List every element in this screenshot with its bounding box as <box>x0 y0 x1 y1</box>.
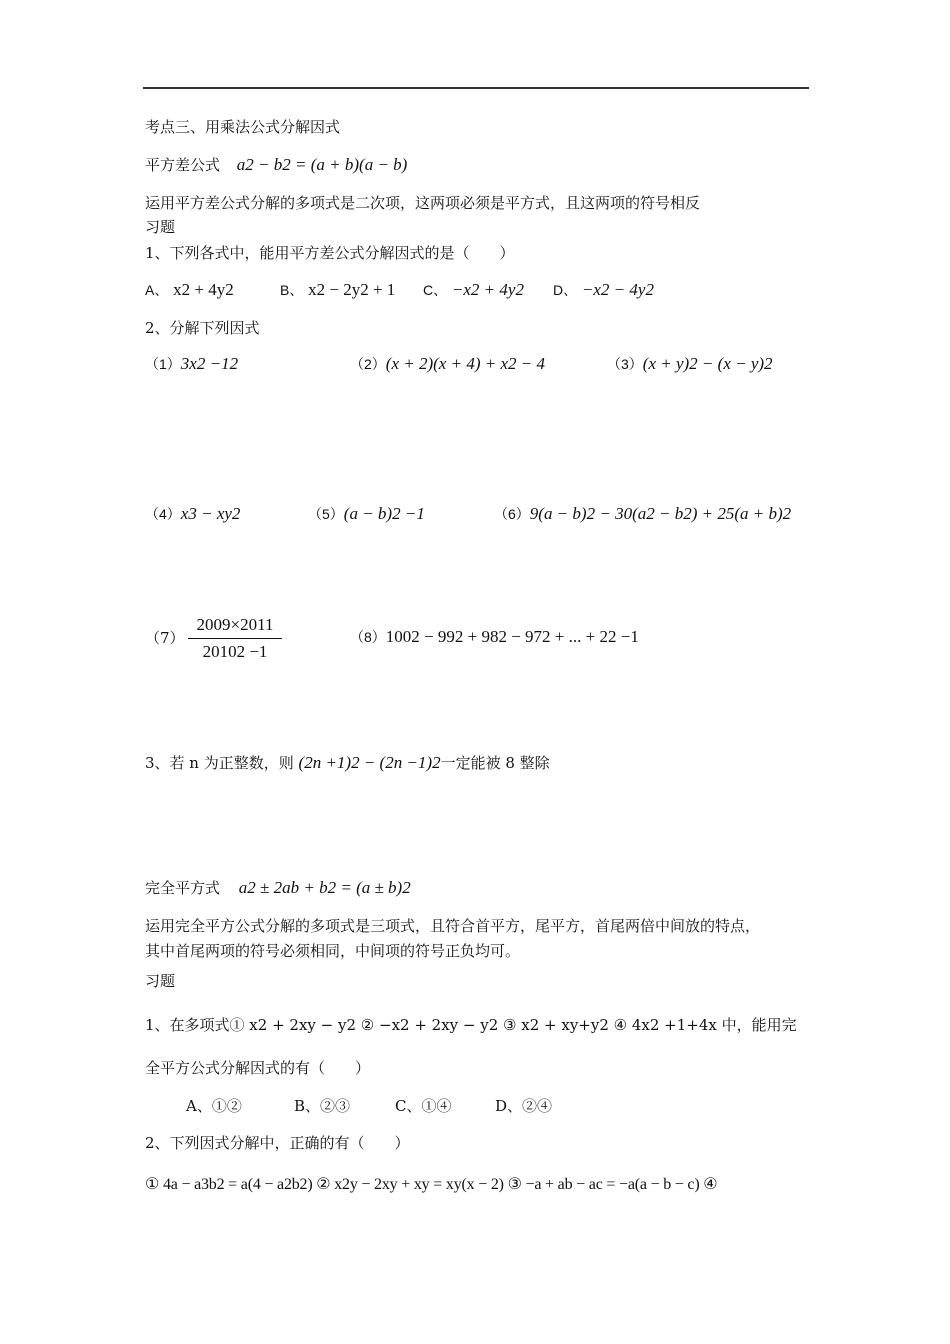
fraction-numerator: 2009×2011 <box>196 615 274 634</box>
item-6: （6）9(a − b)2 − 30(a2 − b2) + 25(a + b)2 <box>494 504 792 523</box>
method-note: 运用平方差公式分解的多项式是二次项，这两项必须是平方式，且这两项的符号相反 <box>145 194 701 212</box>
option-a: A、 x2 + 4y2 <box>145 280 234 299</box>
ps-question-2-line: ① 4a − a3b2 = a(4 − a2b2) ② x2y − 2xy + xy = xy(x − 2) ③ −a + ab − ac = −a(a − b − c) ④ <box>145 1176 718 1193</box>
exercise-heading: 习题 <box>145 218 176 236</box>
item-3: （3）(x + y)2 − (x − y)2 <box>607 354 773 373</box>
option-c: C、 −x2 + 4y2 <box>423 280 524 299</box>
formula: a2 ± 2ab + b2 = (a ± b)2 <box>238 878 411 897</box>
ps-option-c: C、①④ <box>395 1097 452 1115</box>
ps-question-2-stem: 2、下列因式分解中，正确的有（ ） <box>145 1134 410 1152</box>
ps-option-a: A、①② <box>186 1097 242 1115</box>
question-2-stem: 2、分解下列因式 <box>145 319 260 337</box>
ps-option-d: D、②④ <box>495 1097 553 1115</box>
section-title: 考点三、用乘法公式分解因式 <box>145 118 341 136</box>
fraction-bar <box>188 638 282 639</box>
difference-of-squares-line <box>145 155 407 175</box>
formula: a2 − b2 = (a + b)(a − b) <box>236 155 408 174</box>
fraction-denominator: 20102 −1 <box>202 642 268 661</box>
item-7-fraction <box>188 614 282 663</box>
formula-label: 平方差公式 <box>145 156 221 174</box>
question-1-stem: 1、下列各式中，能用平方差公式分解因式的是（ ） <box>145 244 515 262</box>
item-4: （4）x3 − xy2 <box>145 504 241 523</box>
perfect-square-note-2: 其中首尾两项的符号必须相同，中间项的符号正负均可。 <box>145 942 521 960</box>
item-5: （5）(a − b)2 −1 <box>308 504 425 523</box>
item-8: （8）1002 − 992 + 982 − 972 + ... + 22 −1 <box>350 627 639 646</box>
item-2: （2）(x + 2)(x + 4) + x2 − 4 <box>350 354 545 373</box>
option-b: B、 x2 − 2y2 + 1 <box>280 280 396 299</box>
ps-option-b: B、②③ <box>294 1097 351 1115</box>
ps-question-1-line-2: 全平方公式分解因式的有（ ） <box>145 1059 371 1077</box>
item-1: （1）3x2 −12 <box>145 354 239 373</box>
ps-question-1-line-1: 1、在多项式① x2 + 2xy − y2 ② −x2 + 2xy − y2 ③ x2 + xy+y2 ④ 4x2 +1+4x 中，能用完 <box>145 1016 797 1034</box>
item-7-label: （7） <box>145 629 185 647</box>
formula-label: 完全平方式 <box>145 879 221 897</box>
exercise-heading-2: 习题 <box>145 972 176 990</box>
perfect-square-line <box>145 878 411 898</box>
header-rule <box>143 87 809 89</box>
question-3: 3、若 n 为正整数，则 (2n +1)2 − (2n −1)2一定能被 8 整除 <box>145 753 550 772</box>
perfect-square-note-1: 运用完全平方公式分解的多项式是三项式，且符合首平方，尾平方，首尾两倍中间放的特点， <box>145 917 761 935</box>
option-d: D、 −x2 − 4y2 <box>553 280 654 299</box>
